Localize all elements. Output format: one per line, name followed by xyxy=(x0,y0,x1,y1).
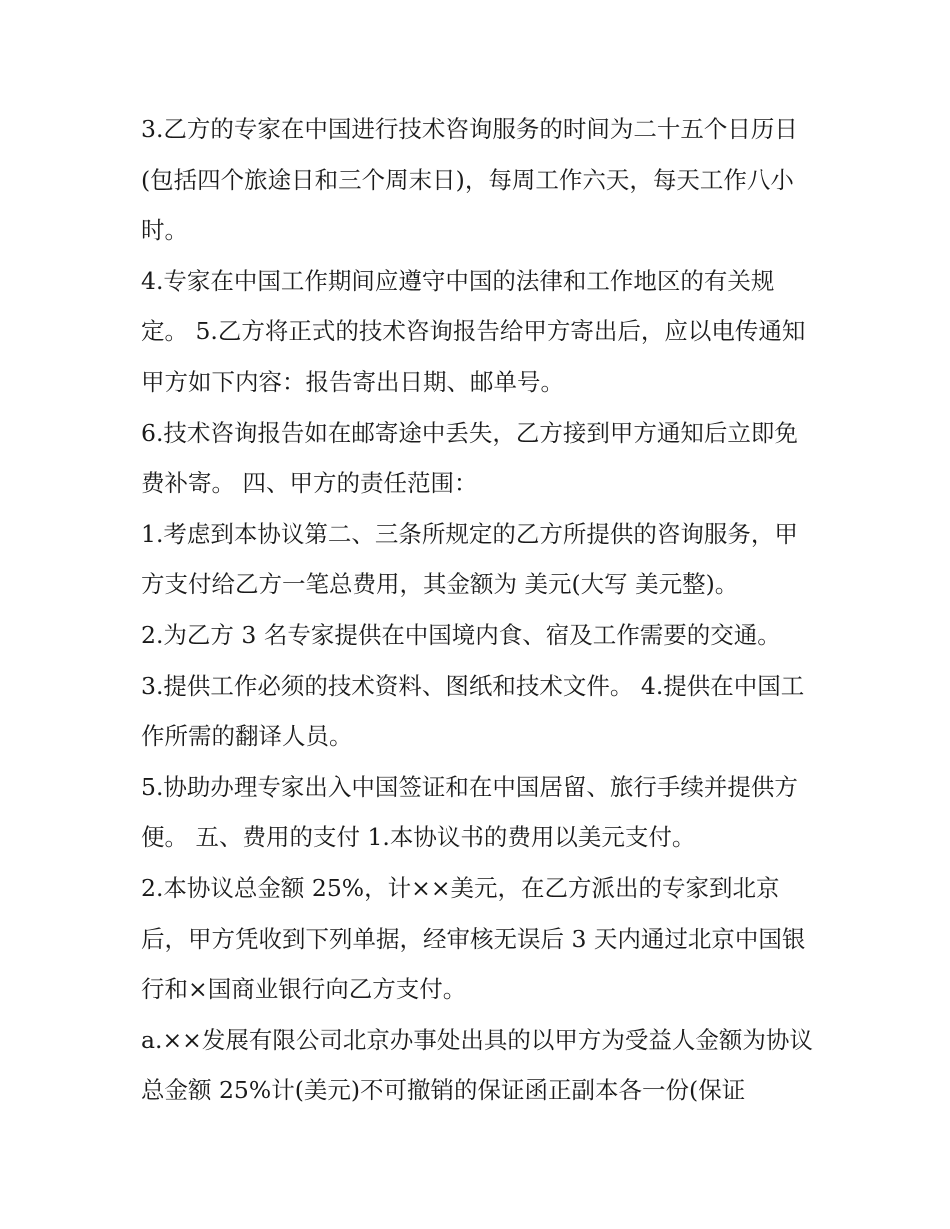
clause-paragraph: 3.乙方的专家在中国进行技术咨询服务的时间为二十五个日历日(包括四个旅途日和三个周末日)，每周工作六天，每天工作八小时。 xyxy=(141,115,798,245)
clause-paragraph: 3.提供工作必须的技术资料、图纸和技术文件。 4.提供在中国工作所需的翻译人员。 xyxy=(141,671,805,751)
clause-paragraph: 4.专家在中国工作期间应遵守中国的法律和工作地区的有关规定。 5.乙方将正式的技术咨询报告给甲方寄出后，应以电传通知甲方如下内容：报告寄出日期、邮单号。 xyxy=(141,266,806,396)
clause-paragraph: 2.本协议总金额 25%，计××美元，在乙方派出的专家到北京后，甲方凭收到下列单据，经审核无误后 3 天内通过北京中国银行和×国商业银行向乙方支付。 xyxy=(141,873,806,1004)
clause-paragraph: 6.技术咨询报告如在邮寄途中丢失，乙方接到甲方通知后立即免费补寄。 四、甲方的责任范围： xyxy=(141,418,798,498)
document-body xyxy=(141,104,821,1116)
clause-paragraph: 5.协助办理专家出入中国签证和在中国居留、旅行手续并提供方便。 五、费用的支付 1.本协议书的费用以美元支付。 xyxy=(141,772,798,852)
clause-paragraph: 2.为乙方 3 名专家提供在中国境内食、宿及工作需要的交通。 xyxy=(141,620,781,649)
clause-paragraph: 1.考虑到本协议第二、三条所规定的乙方所提供的咨询服务，甲方支付给乙方一笔总费用，其金额为 美元(大写 美元整)。 xyxy=(141,519,798,599)
clause-paragraph: a.××发展有限公司北京办事处出具的以甲方为受益人金额为协议总金额 25%计(美元)不可撤销的保证函正副本各一份(保证 xyxy=(141,1025,813,1105)
